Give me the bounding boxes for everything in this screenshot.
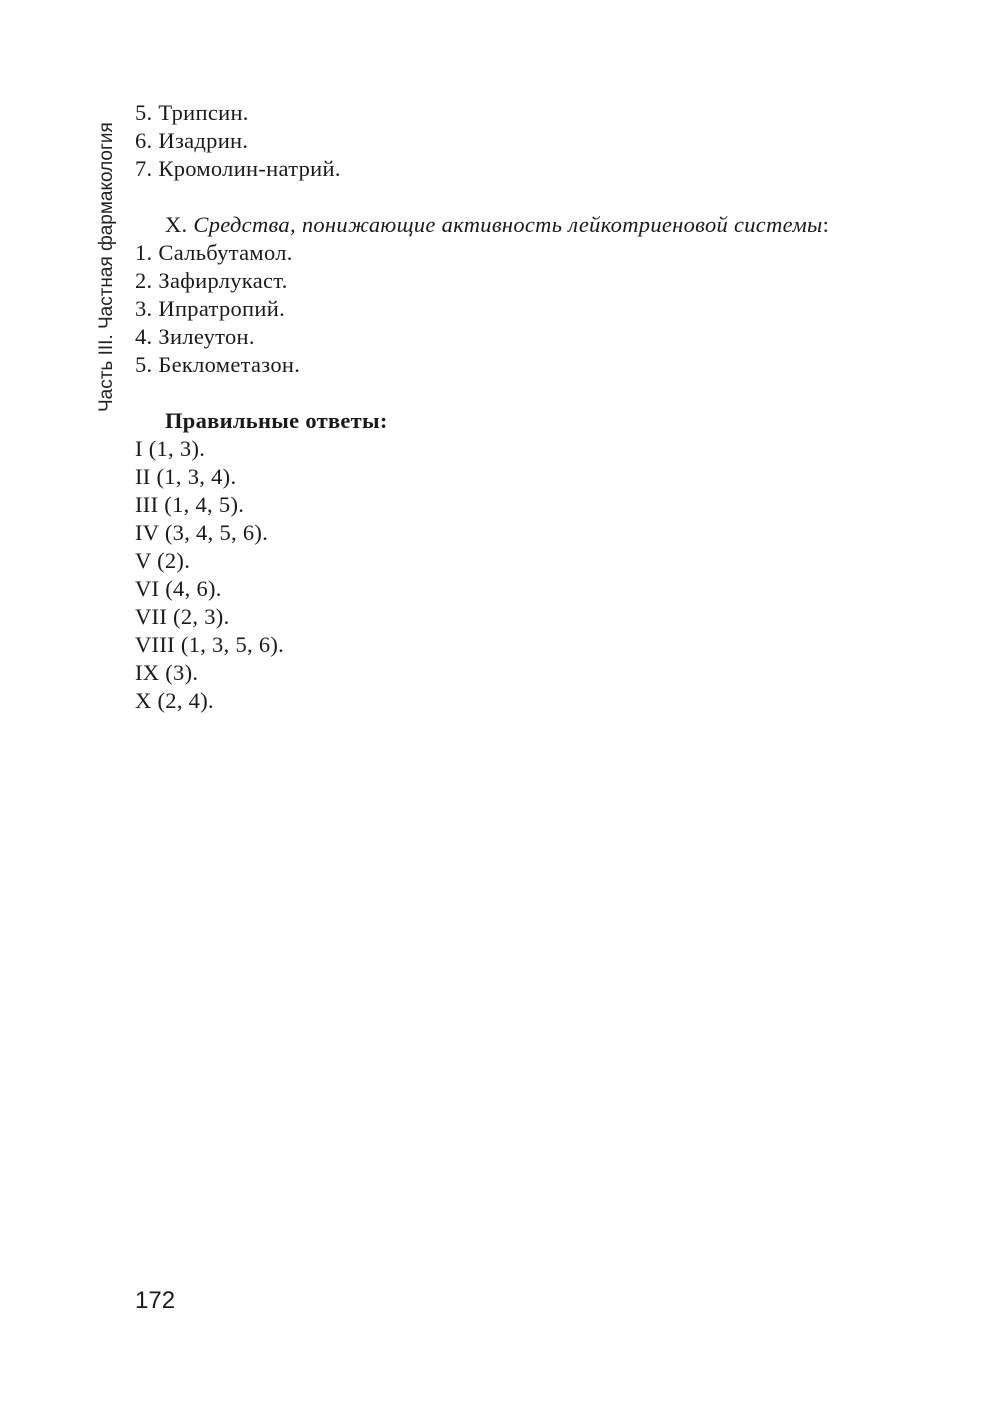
answer-item: IV (3, 4, 5, 6). [135, 520, 269, 545]
answer-item: III (1, 4, 5). [135, 492, 245, 517]
list-item: 5. Беклометазон. [135, 352, 301, 377]
answer-item: VIII (1, 3, 5, 6). [135, 632, 285, 657]
answer-item: V (2). [135, 548, 191, 573]
page-number: 172 [135, 1287, 176, 1314]
list-item: 5. Трипсин. [135, 100, 249, 125]
running-header: Часть III. Частная фармакология [96, 122, 117, 412]
list-item: 6. Изадрин. [135, 128, 249, 153]
section-number: X. [165, 212, 188, 237]
section-title: Средства, понижающие активность лейкотриеновой системы [193, 212, 823, 237]
answer-item: IX (3). [135, 660, 199, 685]
list-item: 3. Ипратропий. [135, 296, 285, 321]
list-item: 7. Кромолин-натрий. [135, 156, 341, 181]
list-item: 4. Зилеутон. [135, 324, 255, 349]
list-item: 1. Сальбутамол. [135, 240, 293, 265]
section-colon: : [822, 212, 830, 237]
answer-item: X (2, 4). [135, 688, 214, 713]
answer-item: VI (4, 6). [135, 576, 222, 601]
page-content [135, 99, 935, 715]
answer-item: VII (2, 3). [135, 604, 230, 629]
list-item: 2. Зафирлукаст. [135, 268, 288, 293]
section-heading [135, 211, 935, 239]
answer-item: I (1, 3). [135, 436, 206, 461]
answer-item: II (1, 3, 4). [135, 464, 237, 489]
answers-heading: Правильные ответы: [165, 408, 388, 433]
